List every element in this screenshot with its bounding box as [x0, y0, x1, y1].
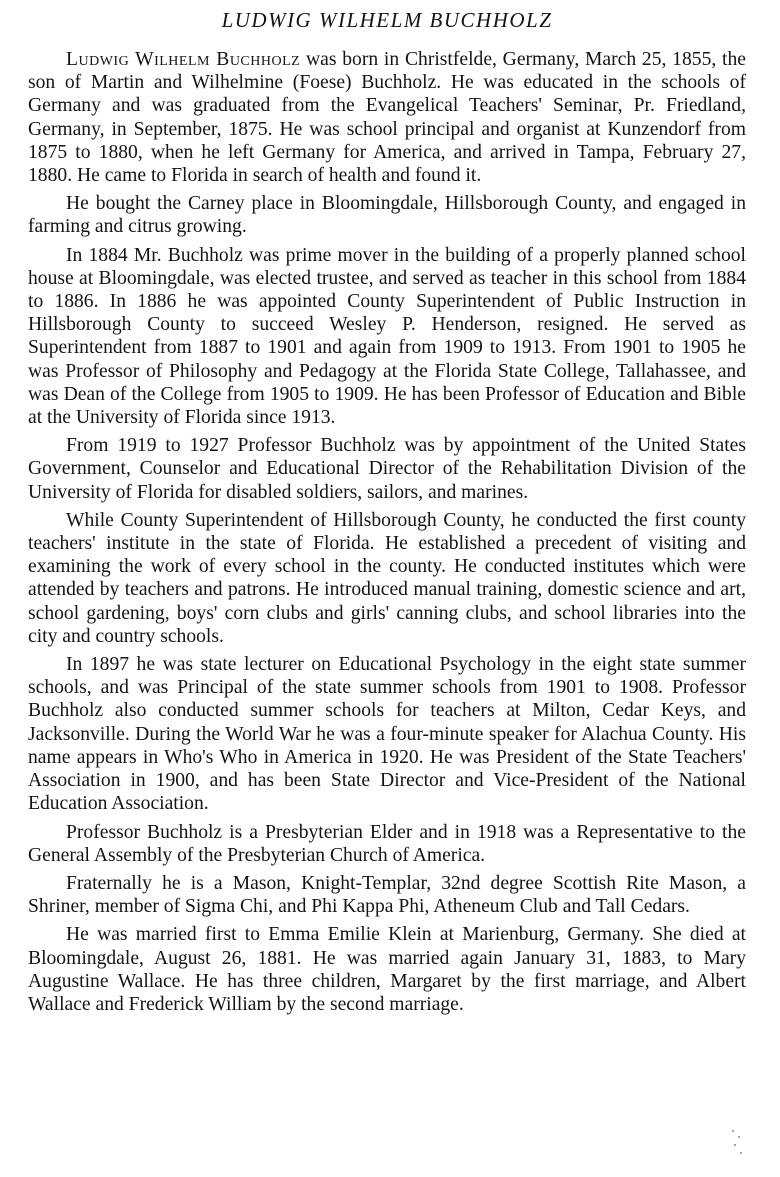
- scan-speck: [740, 1152, 742, 1154]
- scan-noise-specks: [728, 1128, 748, 1158]
- scan-speck: [732, 1130, 734, 1132]
- paragraph-text: was born in Christfelde, Germany, March 25, 1855, the son of Martin and Wilhelmine (Foese) Buchholz. He was educated in the schools of Germany and was graduated from the Evangelical Teachers' Seminar, Pr. Friedland, Germany, in September, 1875. He was school principal and organist at Kunzendorf from 1875 to 1880, when he left Germany for America, and arrived in Tampa, February 27, 1880. He came to Florida in search of health and found it.: [28, 49, 746, 187]
- paragraph-career: In 1884 Mr. Buchholz was prime mover in the building of a properly planned school house at Bloomingdale, was elected trustee, and served as teacher in this school from 1884 to 1886. In 1886 he was appointed County Superintendent of Public Instruction in Hillsborough County to succeed Wesley P. Henderson, resigned. He served as Superintendent from 1887 to 1901 and again from 1909 to 1913. From 1901 to 1905 he was Professor of Philosophy and Pedagogy at the Florida State College, Tallahassee, and was Dean of the College from 1905 to 1909. He has been Professor of Education and Bible at the University of Florida since 1913.: [28, 244, 746, 429]
- paragraph-farming: He bought the Carney place in Bloomingdale, Hillsborough County, and engaged in farming and citrus growing.: [28, 193, 746, 238]
- paragraph-superintendent-work: While County Superintendent of Hillsborough County, he conducted the first county teachers' institute in the state of Florida. He established a precedent of visiting and examining the work of every school in the county. He conducted institutes which were attended by teachers and patrons. He introduced manual training, domestic science and art, school gardening, boys' corn clubs and girls' canning clubs, and school libraries into the city and country schools.: [28, 509, 746, 647]
- paragraph-birth-education: [28, 48, 746, 187]
- paragraph-rehabilitation: From 1919 to 1927 Professor Buchholz was by appointment of the United States Government, Counselor and Educational Director of the Rehabilitation Division of the University of Florida for disabled soldiers, sailors, and marines.: [28, 435, 746, 503]
- document-page: [28, 6, 746, 1021]
- paragraph-summer-schools: In 1897 he was state lecturer on Educational Psychology in the eight state summer schools, and was Principal of the state summer schools from 1901 to 1908. Professor Buchholz also conducted summer schools for teachers at Milton, Cedar Keys, and Jacksonville. During the World War he was a four-minute speaker for Alachua County. His name appears in Who's Who in America in 1920. He was President of the State Teachers' Association in 1900, and has been State Director and Vice-President of the National Education Association.: [28, 654, 746, 815]
- scan-speck: [734, 1144, 736, 1146]
- paragraph-church: Professor Buchholz is a Presbyterian Elder and in 1918 was a Representative to the General Assembly of the Presbyterian Church of America.: [28, 821, 746, 866]
- paragraph-family: He was married first to Emma Emilie Klein at Marienburg, Germany. She died at Bloomingdale, August 26, 1881. He was married again January 31, 1883, to Mary Augustine Wallace. He has three children, Margaret by the first marriage, and Albert Wallace and Frederick William by the second marriage.: [28, 924, 746, 1015]
- page-title: LUDWIG WILHELM BUCHHOLZ: [221, 8, 553, 32]
- subject-name: Ludwig Wilhelm Buchholz: [66, 49, 301, 70]
- scan-speck: [738, 1136, 740, 1138]
- paragraph-fraternal: Fraternally he is a Mason, Knight-Templar, 32nd degree Scottish Rite Mason, a Shriner, member of Sigma Chi, and Phi Kappa Phi, Atheneum Club and Tall Cedars.: [28, 872, 746, 918]
